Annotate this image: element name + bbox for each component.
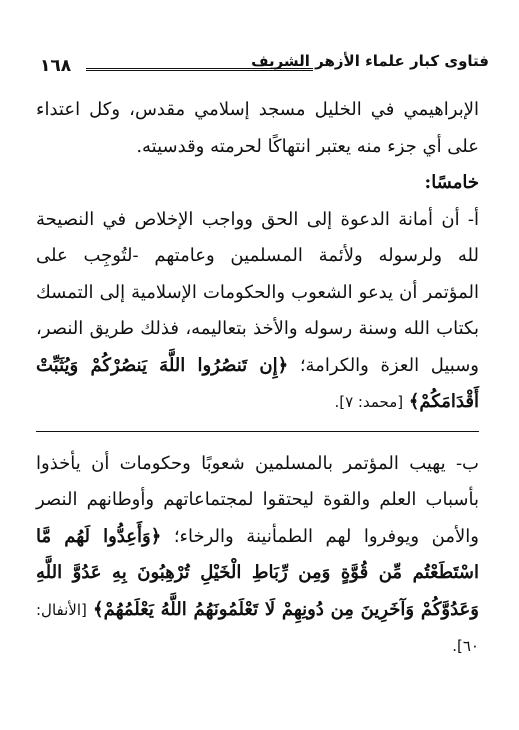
quran-verse: ﴿إِن تَنصُرُوا اللَّهَ يَنصُرْكُمْ وَيُثَبِّتْ أَقْدَامَكُمْ﴾ bbox=[36, 354, 479, 412]
paragraph-b bbox=[36, 446, 479, 665]
paragraph-b-text: ب- يهيب المؤتمر بالمسلمين شعوبًا وحكومات أن يأخذوا بأسباب العلم والقوة ليحتقوا لمجتماعاتهم وأوطانهم النصر والأمن ويوفروا لهم الطمأنينة والرخاء؛ bbox=[36, 452, 479, 547]
verse-reference: [الأنفال: ٦٠]. bbox=[36, 600, 479, 655]
book-title: فتاوى كبار علماء الأزهر الشريف bbox=[251, 52, 489, 70]
page-number: ١٦٨ bbox=[40, 56, 72, 76]
section-divider bbox=[36, 431, 479, 432]
quran-verse: ﴿وَأَعِدُّوا لَهُم مَّا اسْتَطَعْتُم مِّن قُوَّةٍ وَمِن رِّبَاطِ الْخَيْلِ تُرْهِبُونَ بِهِ عَدُوَّ اللَّهِ وَعَدُوَّكُمْ وَآخَرِينَ مِن دُونِهِمْ لَا تَعْلَمُونَهُمُ اللَّهُ يَعْلَمُهُمْ﴾ bbox=[36, 525, 479, 620]
verse-reference: [محمد: ٧]. bbox=[334, 393, 404, 411]
page-content bbox=[36, 92, 479, 665]
paragraph-a bbox=[36, 202, 479, 421]
paragraph-a-text: أ- أن أمانة الدعوة إلى الحق وواجب الإخلاص في النصيحة لله ولرسوله ولأئمة المسلمين وعامتهم -لتُوجِب على المؤتمر أن يدعو الشعوب والحكومات الإسلامية إلى التمسك بكتاب الله وسنة رسوله والأخذ بتعاليمه، فذلك طريق النصر، وسبيل العزة والكرامة؛ bbox=[36, 208, 480, 376]
page-header bbox=[40, 52, 489, 82]
paragraph-continuation: الإبراهيمي في الخليل مسجد إسلامي مقدس، وكل اعتداء على أي جزء منه يعتبر انتهاكًا لحرمته وقدسيته. bbox=[36, 99, 479, 157]
section-heading: خامسًا: bbox=[424, 172, 479, 193]
